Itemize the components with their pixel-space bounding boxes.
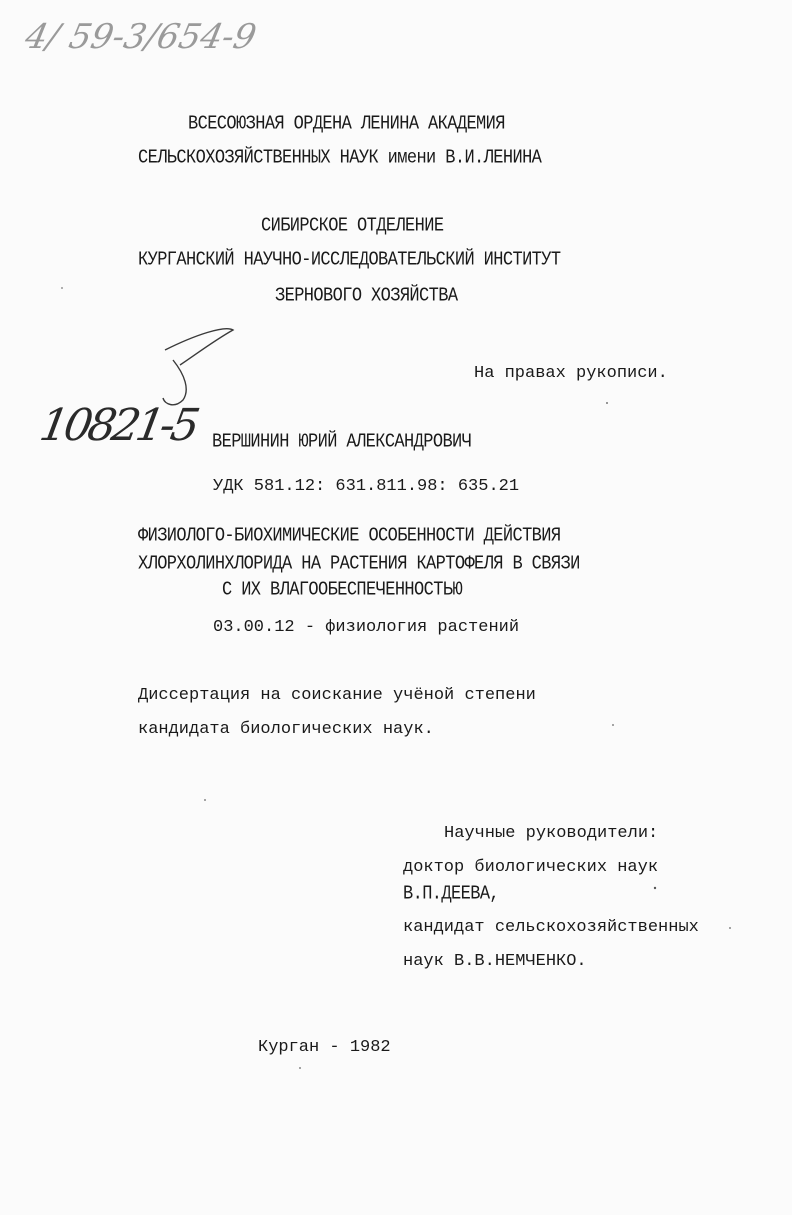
supervisor-line-3: кандидат сельскохозяйственных [403, 918, 699, 937]
supervisor-line-2: В.П.ДЕЕВА, [403, 884, 500, 906]
dissertation-line-2: кандидата биологических наук. [138, 720, 434, 739]
division-name: СИБИРСКОЕ ОТДЕЛЕНИЕ [261, 216, 444, 238]
place-and-year: Курган - 1982 [258, 1038, 391, 1057]
supervisors-heading: Научные руководители: [444, 824, 659, 843]
academy-line-2: СЕЛЬСКОХОЗЯЙСТВЕННЫХ НАУК имени В.И.ЛЕНИНА [138, 148, 542, 170]
title-line-2: ХЛОРХОЛИНХЛОРИДА НА РАСТЕНИЯ КАРТОФЕЛЯ В СВЯЗИ [138, 554, 580, 576]
author-name: ВЕРШИНИН ЮРИЙ АЛЕКСАНДРОВИЧ [212, 432, 472, 454]
title-line-1: ФИЗИОЛОГО-БИОХИМИЧЕСКИЕ ОСОБЕННОСТИ ДЕЙСТВИЯ [138, 526, 561, 548]
institute-line-2: ЗЕРНОВОГО ХОЗЯЙСТВА [275, 286, 458, 308]
title-line-3: С ИХ ВЛАГООБЕСПЕЧЕННОСТЬЮ [222, 580, 463, 602]
inventory-number-text: 10821-5 [35, 400, 200, 451]
dissertation-line-1: Диссертация на соискание учёной степени [138, 686, 536, 705]
academy-line-1: ВСЕСОЮЗНАЯ ОРДЕНА ЛЕНИНА АКАДЕМИЯ [188, 114, 505, 136]
institute-line-1: КУРГАНСКИЙ НАУЧНО-ИССЛЕДОВАТЕЛЬСКИЙ ИНСТИТУТ [138, 250, 561, 272]
supervisor-line-4: наук В.В.НЕМЧЕНКО. [403, 952, 587, 971]
udc-code: УДК 581.12: 631.811.98: 635.21 [213, 477, 520, 496]
supervisor-line-1: доктор биологических наук [403, 858, 659, 877]
manuscript-rights-note: На правах рукописи. [474, 364, 668, 383]
archive-mark-text: 4/ 59-3/654-9 [21, 17, 260, 57]
specialty-code: 03.00.12 - физиология растений [213, 618, 520, 637]
